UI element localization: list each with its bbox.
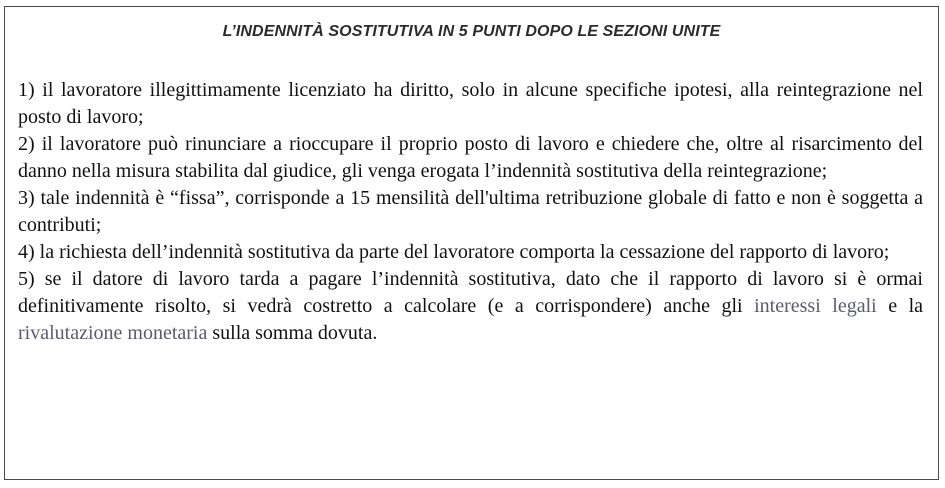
point-5-text-middle: e la bbox=[876, 295, 924, 317]
box-title: L’INDENNITÀ SOSTITUTIVA IN 5 PUNTI DOPO LE SEZIONI UNITE bbox=[222, 23, 721, 40]
point-2: 2) il lavoratore può rinunciare a rioccupare il proprio posto di lavoro e chiedere che, oltre al risarcimento del danno nella misura stabilita dal giudice, gli venga erogata l’indennità sostitutiva della reintegrazione; bbox=[18, 133, 923, 182]
point-1: 1) il lavoratore illegittimamente licenziato ha diritto, solo in alcune specifiche ipotesi, alla reintegrazione nel posto di lavoro; bbox=[18, 79, 923, 128]
point-5 bbox=[18, 266, 923, 347]
point-5-text-start: 5) se il datore di lavoro tarda a pagare l’indennità sostitutiva, dato che il rapporto di lavoro si è ormai definitivamente risolto, si vedrà costretto a calcolare (e a corrispondere) anche gli bbox=[18, 268, 923, 317]
point-5-text-end: sulla somma dovuta. bbox=[207, 322, 378, 344]
point-4: 4) la richiesta dell’indennità sostitutiva da parte del lavoratore comporta la cessazione del rapporto di lavoro; bbox=[18, 241, 890, 263]
rivalutazione-monetaria-link[interactable]: rivalutazione monetaria bbox=[18, 322, 208, 344]
points-list bbox=[18, 77, 923, 347]
summary-box bbox=[4, 6, 939, 480]
point-3: 3) tale indennità è “fissa”, corrisponde a 15 mensilità dell'ultima retribuzione globale di fatto e non è soggetta a contributi; bbox=[18, 187, 923, 236]
interessi-legali-link[interactable]: interessi legali bbox=[754, 295, 877, 317]
